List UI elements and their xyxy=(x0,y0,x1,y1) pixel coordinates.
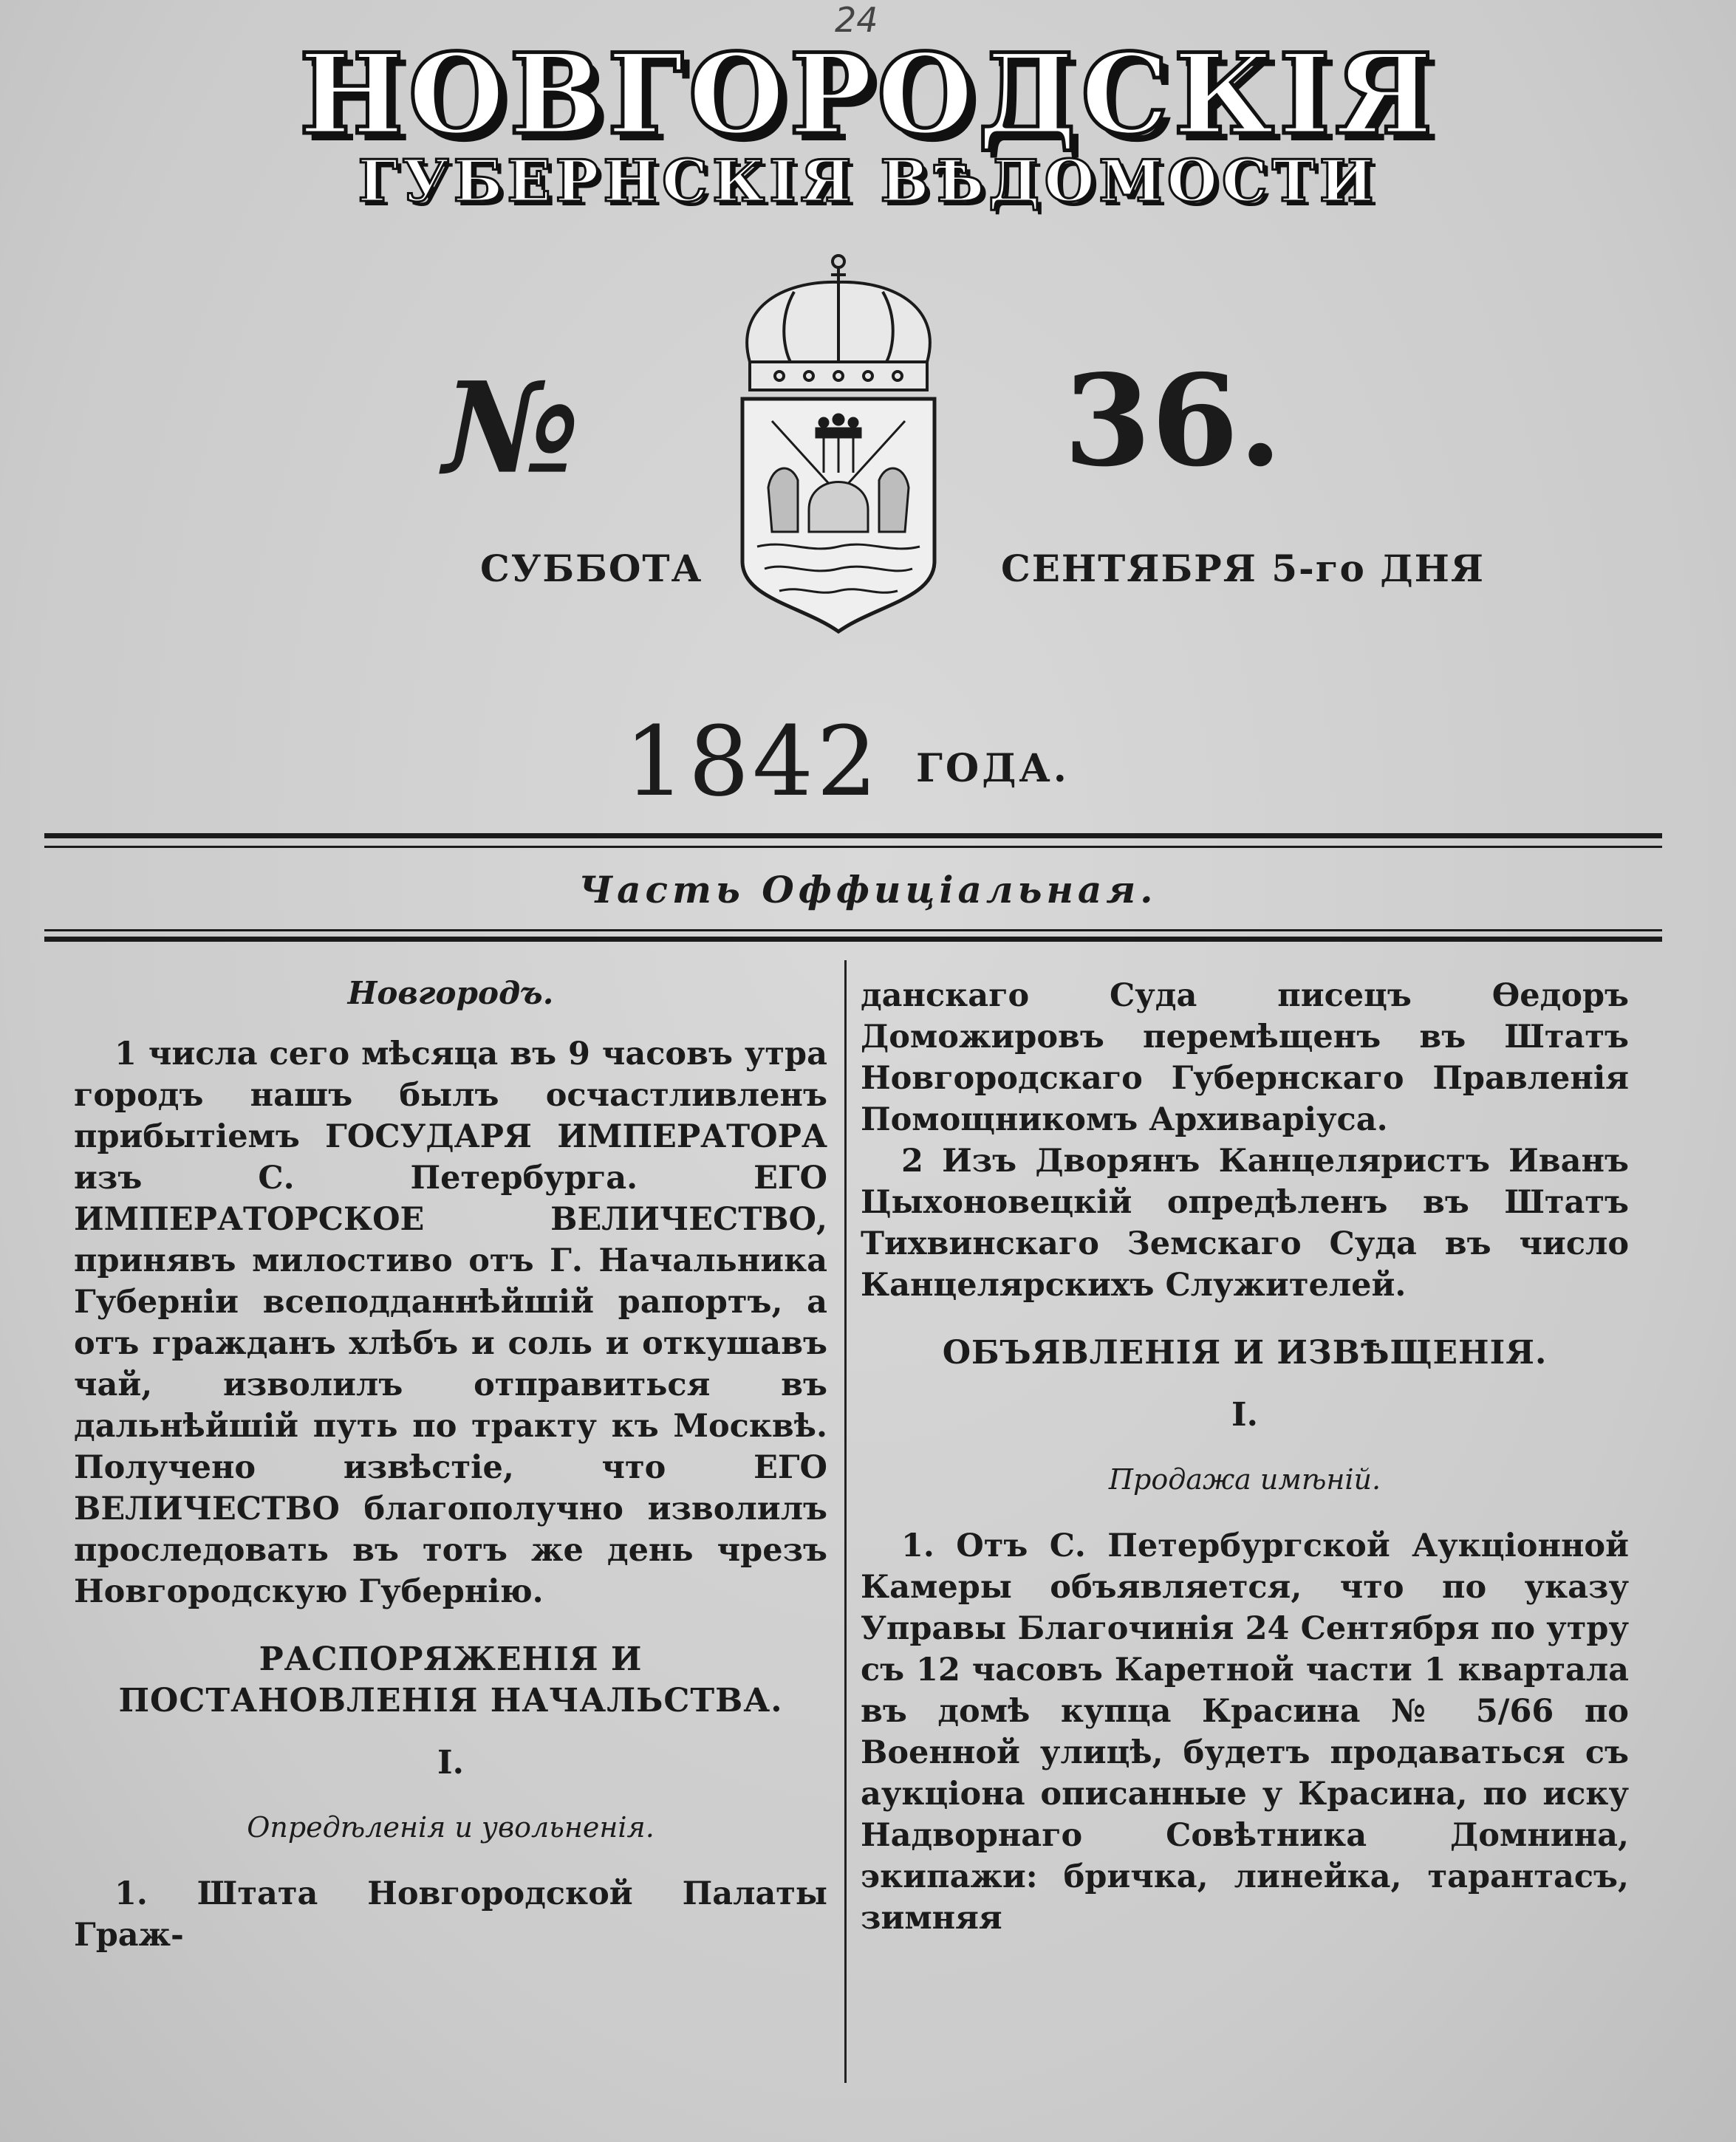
orders-heading: РАСПОРЯЖЕНІЯ И ПОСТАНОВЛЕНІЯ НАЧАЛЬСТВА. xyxy=(118,1640,783,1720)
masthead-title: НОВГОРОДСКІЯ xyxy=(298,30,1438,160)
top-rule-thick xyxy=(44,833,1662,838)
crown-icon xyxy=(747,256,930,390)
column-divider xyxy=(844,960,847,2083)
continued-text: данскаго Суда писецъ Ѳедоръ Доможировъ перемѣщенъ въ Штатъ Новгородскаго Губернскаго Правленія Помощникомъ Архиваріуса. xyxy=(861,977,1629,1138)
coat-of-arms-emblem xyxy=(728,251,949,635)
masthead-subtitle: ГУБЕРНСКІЯ ВѢДОМОСТИ xyxy=(358,148,1378,215)
orders-subheading: Опредѣленія и увольненія. xyxy=(247,1811,655,1844)
announcement-1: 1. Отъ С. Петербургской Аукціонной Камеры объявляется, что по указу Управы Благочинія 24 Сентября по утру съ 12 часовъ Каретной части 1 квартала въ домѣ купца Красина № 5/66 по Военной улицѣ, будетъ продаваться съ аукціона описанные у Красина, по иску Надворнаго Совѣтника Домнина, экипажи: бричка, линейка, тарантасъ, зимняя xyxy=(861,1527,1629,1937)
orders-item-1: 1. Штата Новгородской Палаты Граж- xyxy=(74,1875,827,1954)
issue-year-word: ГОДА. xyxy=(916,746,1070,791)
mid-rule-thin xyxy=(44,929,1662,931)
orders-item-2: 2 Изъ Дворянъ Канцеляристъ Иванъ Цыхоновецкій опредѣленъ въ Штатъ Тихвинскаго Земскаго Суда въ число Канцелярскихъ Служителей. xyxy=(861,1143,1629,1304)
issue-date: СЕНТЯБРЯ 5-го ДНЯ xyxy=(1001,547,1485,590)
issue-number: 36. xyxy=(1064,347,1282,495)
announcements-heading: ОБЪЯВЛЕНІЯ И ИЗВѢЩЕНІЯ. xyxy=(942,1334,1548,1372)
mid-rule-thick xyxy=(44,937,1662,942)
issue-number-sign: № xyxy=(443,355,580,502)
news-paragraph: 1 числа сего мѣсяца въ 9 часовъ утра городъ нашъ былъ осчастливленъ прибытіемъ ГОСУДАРЯ ИМПЕРАТОРА изъ С. Петербурга. ЕГО ИМПЕРАТОРСКОЕ ВЕЛИЧЕСТВО, принявъ милостиво отъ Г. Начальника Губерніи всеподданнѣйшій рапортъ, а отъ гражданъ хлѣбъ и соль и откушавъ чай, изволилъ отправиться въ дальнѣйшій путь по тракту къ Москвѣ. Получено извѣстіе, что ЕГО ВЕЛИЧЕСТВО благополучно изволилъ проследовать въ тотъ же день чрезъ Новгородскую Губернію. xyxy=(74,1036,827,1610)
section-title: Часть Оффиціальная. xyxy=(578,868,1158,911)
city-heading: Новгородъ. xyxy=(347,975,554,1011)
orders-roman-numeral: I. xyxy=(437,1744,464,1782)
right-column xyxy=(861,975,1629,1939)
issue-year: 1842 xyxy=(624,705,881,818)
issue-weekday: СУББОТА xyxy=(480,547,703,590)
announcements-subheading: Продажа имѣній. xyxy=(1108,1463,1381,1496)
top-rule-thin xyxy=(44,846,1662,848)
handwritten-page-number: 24 xyxy=(835,0,878,40)
announcements-roman-numeral: I. xyxy=(1231,1396,1258,1434)
left-column xyxy=(74,975,827,1956)
